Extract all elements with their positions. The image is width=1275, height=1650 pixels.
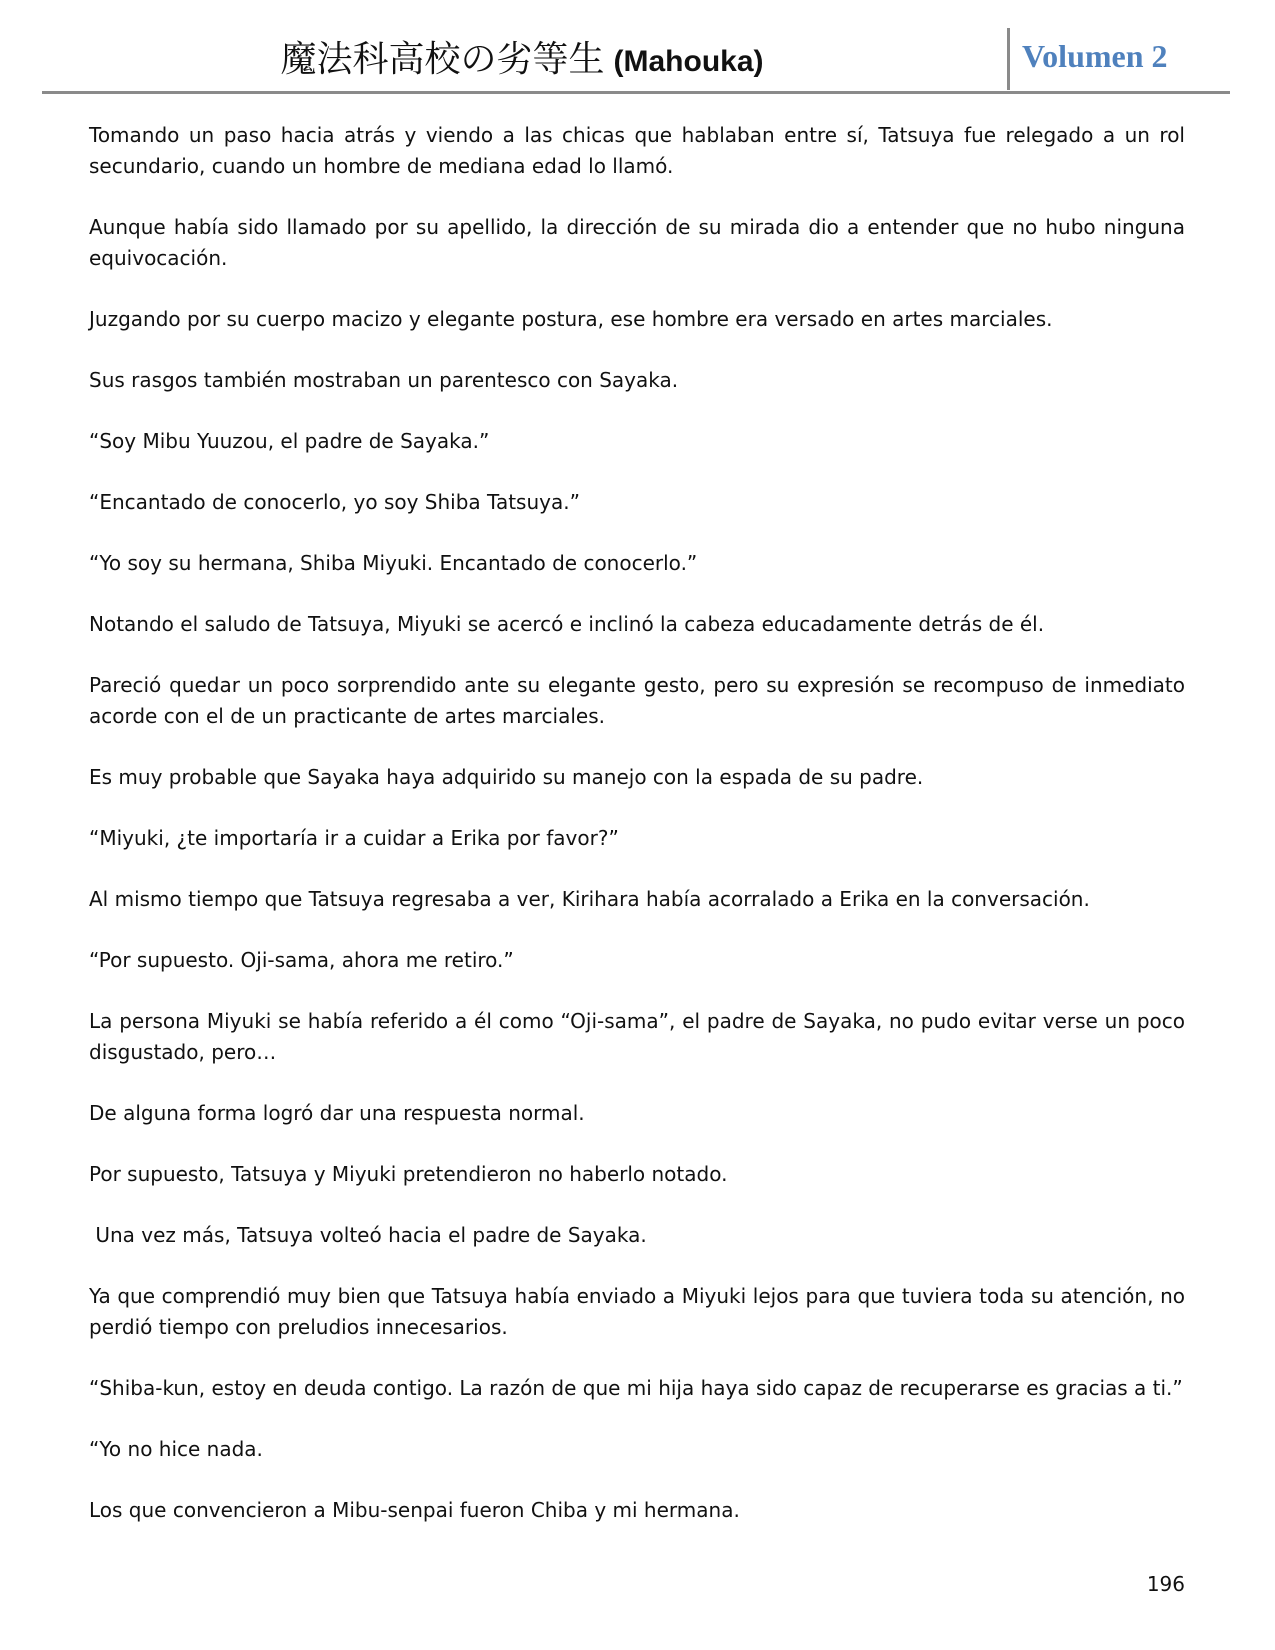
volume-label: Volumen 2 bbox=[1022, 38, 1168, 74]
paragraph: Es muy probable que Sayaka haya adquirido su manejo con la espada de su padre. bbox=[89, 765, 924, 789]
body-text bbox=[89, 120, 1185, 1556]
page-number: 196 bbox=[1146, 1572, 1185, 1596]
paragraph: Una vez más, Tatsuya volteó hacia el padre de Sayaka. bbox=[89, 1223, 647, 1247]
paragraph: “Encantado de conocerlo, yo soy Shiba Tatsuya.” bbox=[89, 490, 580, 514]
paragraph: Los que convencieron a Mibu-senpai fueron Chiba y mi hermana. bbox=[89, 1498, 740, 1522]
paragraph: “Por supuesto. Oji-sama, ahora me retiro.” bbox=[89, 948, 514, 972]
header-title bbox=[42, 38, 1002, 83]
paragraph: “Yo soy su hermana, Shiba Miyuki. Encantado de conocerlo.” bbox=[89, 551, 698, 575]
paragraph: Al mismo tiempo que Tatsuya regresaba a ver, Kirihara había acorralado a Erika en la conversación. bbox=[89, 887, 1090, 911]
paragraph: Ya que comprendió muy bien que Tatsuya había enviado a Miyuki lejos para que tuviera toda su atención, no perdió tiempo con preludios innecesarios. bbox=[89, 1284, 1185, 1339]
page-header bbox=[42, 28, 1230, 92]
paragraph: Notando el saludo de Tatsuya, Miyuki se acercó e inclinó la cabeza educadamente detrás de él. bbox=[89, 612, 1045, 636]
header-divider bbox=[1007, 28, 1010, 90]
paragraph: Sus rasgos también mostraban un parentesco con Sayaka. bbox=[89, 368, 679, 392]
paragraph: Aunque había sido llamado por su apellido, la dirección de su mirada dio a entender que no hubo ninguna equivocación. bbox=[89, 215, 1185, 270]
paragraph: De alguna forma logró dar una respuesta normal. bbox=[89, 1101, 585, 1125]
paragraph: Juzgando por su cuerpo macizo y elegante postura, ese hombre era versado en artes marciales. bbox=[89, 307, 1053, 331]
header-rule bbox=[42, 91, 1230, 94]
paragraph: Pareció quedar un poco sorprendido ante su elegante gesto, pero su expresión se recompuso de inmediato acorde con el de un practicante de artes marciales. bbox=[89, 673, 1185, 728]
paragraph: Tomando un paso hacia atrás y viendo a las chicas que hablaban entre sí, Tatsuya fue relegado a un rol secundario, cuando un hombre de mediana edad lo llamó. bbox=[89, 123, 1185, 178]
header-title-latin: (Mahouka) bbox=[613, 45, 764, 78]
paragraph: “Yo no hice nada. bbox=[89, 1437, 263, 1461]
paragraph: La persona Miyuki se había referido a él como “Oji-sama”, el padre de Sayaka, no pudo evitar verse un poco disgustado, pero… bbox=[89, 1009, 1185, 1064]
header-title-kanji: 魔法科高校の劣等生 bbox=[280, 39, 605, 79]
paragraph: Por supuesto, Tatsuya y Miyuki pretendieron no haberlo notado. bbox=[89, 1162, 728, 1186]
paragraph: “Miyuki, ¿te importaría ir a cuidar a Erika por favor?” bbox=[89, 826, 619, 850]
paragraph: “Shiba-kun, estoy en deuda contigo. La razón de que mi hija haya sido capaz de recuperarse es gracias a ti.” bbox=[89, 1376, 1183, 1400]
paragraph: “Soy Mibu Yuuzou, el padre de Sayaka.” bbox=[89, 429, 490, 453]
